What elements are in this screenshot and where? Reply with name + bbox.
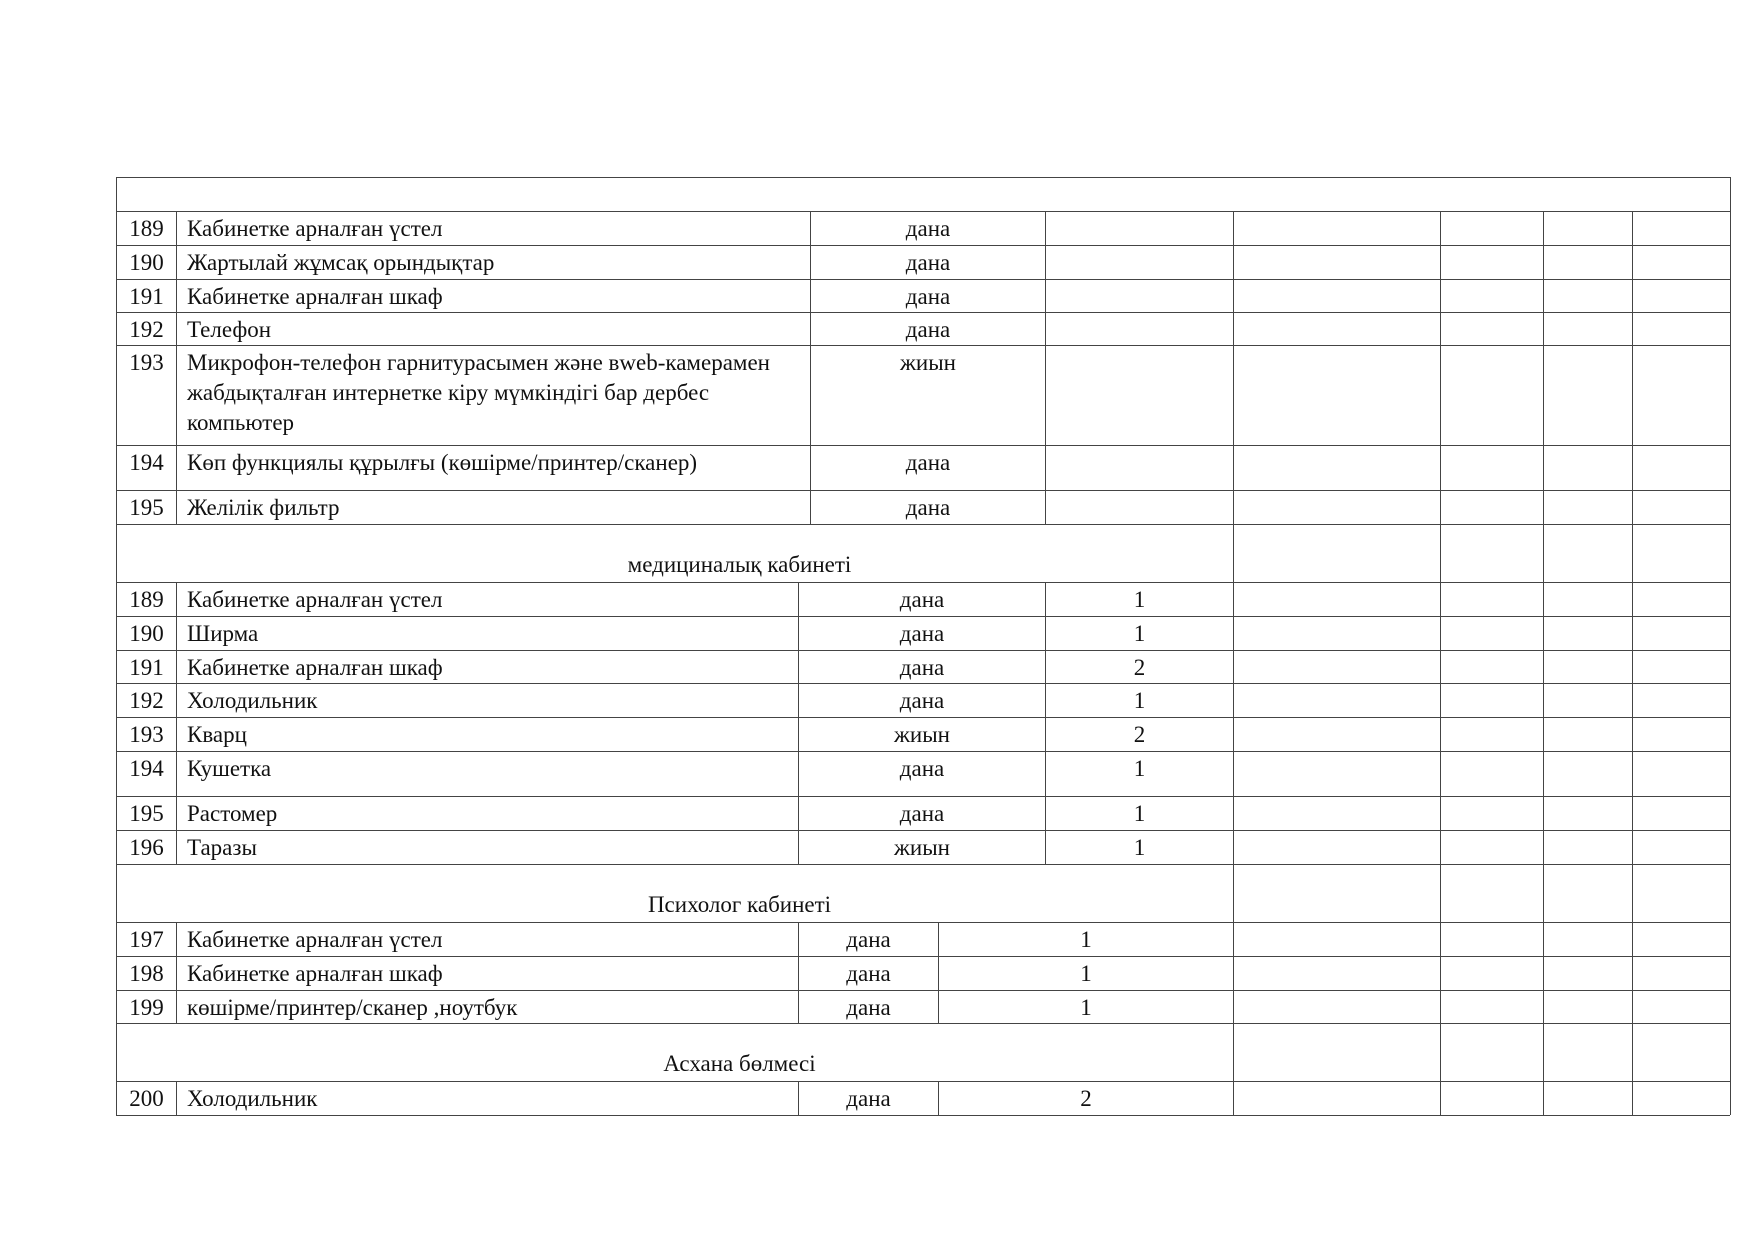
item-name: Кабинетке арналған үстел	[176, 582, 798, 616]
item-quantity: 2	[1045, 650, 1233, 683]
extra-cell	[1632, 524, 1731, 582]
table-bottom-border	[116, 1115, 1730, 1116]
item-name: Микрофон-телефон гарнитурасымен және вweb-камерамен жабдықталған интернетке кіру мүмкіндігі бар дербес компьютер	[176, 345, 810, 445]
item-unit: дана	[798, 616, 1045, 650]
table-row	[116, 582, 1730, 616]
item-quantity: 2	[1045, 717, 1233, 751]
extra-cell	[1632, 751, 1731, 796]
extra-cell	[1632, 683, 1731, 717]
item-quantity	[1045, 245, 1233, 279]
extra-cell	[1233, 245, 1440, 279]
extra-cell	[1233, 717, 1440, 751]
extra-cell	[1440, 211, 1543, 245]
item-unit: дана	[798, 751, 1045, 796]
item-name: Кабинетке арналған шкаф	[176, 650, 798, 683]
extra-cell	[1233, 279, 1440, 312]
extra-cell	[1440, 990, 1543, 1023]
item-name: Ширма	[176, 616, 798, 650]
item-quantity: 1	[1045, 796, 1233, 830]
extra-cell	[1543, 616, 1632, 650]
extra-cell	[1440, 864, 1543, 922]
section-header	[116, 864, 1730, 922]
extra-cell	[1543, 683, 1632, 717]
extra-cell	[1440, 345, 1543, 445]
extra-cell	[1233, 683, 1440, 717]
item-quantity: 1	[1045, 683, 1233, 717]
row-number: 194	[116, 751, 176, 796]
extra-cell	[1233, 582, 1440, 616]
extra-cell	[1543, 922, 1632, 956]
extra-cell	[1632, 245, 1731, 279]
row-number: 197	[116, 922, 176, 956]
extra-cell	[1233, 211, 1440, 245]
extra-cell	[1632, 990, 1731, 1023]
row-number: 192	[116, 312, 176, 345]
table-row	[116, 922, 1730, 956]
extra-cell	[1440, 956, 1543, 990]
extra-cell	[1440, 796, 1543, 830]
extra-cell	[1632, 717, 1731, 751]
item-unit: дана	[810, 279, 1045, 312]
item-name: Растомер	[176, 796, 798, 830]
item-quantity: 1	[938, 956, 1233, 990]
extra-cell	[1632, 345, 1731, 445]
extra-cell	[1440, 717, 1543, 751]
table-row	[116, 211, 1730, 245]
extra-cell	[1233, 445, 1440, 490]
section-header	[116, 1023, 1730, 1081]
table-row	[116, 650, 1730, 683]
extra-cell	[1233, 616, 1440, 650]
extra-cell	[1543, 650, 1632, 683]
table-row	[116, 796, 1730, 830]
row-number: 191	[116, 279, 176, 312]
table-row	[116, 312, 1730, 345]
extra-cell	[1233, 490, 1440, 524]
table-row	[116, 279, 1730, 312]
item-unit: дана	[798, 990, 938, 1023]
item-unit: дана	[798, 956, 938, 990]
table-row	[116, 751, 1730, 796]
row-number: 198	[116, 956, 176, 990]
item-unit: жиын	[810, 345, 1045, 445]
extra-cell	[1632, 490, 1731, 524]
extra-cell	[1440, 582, 1543, 616]
item-name: Холодильник	[176, 1081, 798, 1115]
item-name: көшірме/принтер/сканер ,ноутбук	[176, 990, 798, 1023]
extra-cell	[1543, 990, 1632, 1023]
extra-cell	[1440, 279, 1543, 312]
item-quantity	[1045, 445, 1233, 490]
item-unit: дана	[798, 650, 1045, 683]
extra-cell	[1233, 1081, 1440, 1115]
item-unit: дана	[798, 683, 1045, 717]
extra-cell	[1632, 922, 1731, 956]
item-quantity	[1045, 345, 1233, 445]
extra-cell	[1233, 524, 1440, 582]
extra-cell	[1632, 1081, 1731, 1115]
item-name: Кабинетке арналған шкаф	[176, 956, 798, 990]
extra-cell	[1233, 864, 1440, 922]
extra-cell	[1543, 582, 1632, 616]
extra-cell	[1233, 922, 1440, 956]
extra-cell	[1233, 751, 1440, 796]
extra-cell	[1233, 830, 1440, 864]
extra-cell	[1440, 751, 1543, 796]
table-row	[116, 956, 1730, 990]
extra-cell	[1233, 312, 1440, 345]
item-quantity	[1045, 279, 1233, 312]
table-row	[116, 830, 1730, 864]
item-name: Холодильник	[176, 683, 798, 717]
row-number: 189	[116, 582, 176, 616]
extra-cell	[1543, 956, 1632, 990]
item-name: Кварц	[176, 717, 798, 751]
extra-cell	[1632, 796, 1731, 830]
section-header	[116, 524, 1730, 582]
row-number: 189	[116, 211, 176, 245]
extra-cell	[1632, 582, 1731, 616]
extra-cell	[1632, 211, 1731, 245]
item-unit: дана	[810, 211, 1045, 245]
item-unit: дана	[810, 312, 1045, 345]
extra-cell	[1233, 1023, 1440, 1081]
extra-cell	[1440, 922, 1543, 956]
item-unit: жиын	[798, 717, 1045, 751]
item-quantity	[1045, 211, 1233, 245]
item-quantity: 1	[1045, 830, 1233, 864]
row-number: 191	[116, 650, 176, 683]
item-quantity	[1045, 490, 1233, 524]
section-header	[116, 177, 1730, 211]
section-title-cell	[116, 524, 1233, 582]
item-unit: дана	[810, 445, 1045, 490]
extra-cell	[1543, 796, 1632, 830]
extra-cell	[1543, 751, 1632, 796]
extra-cell	[1440, 312, 1543, 345]
extra-cell	[1543, 830, 1632, 864]
extra-cell	[1543, 445, 1632, 490]
table-row	[116, 345, 1730, 445]
extra-cell	[1632, 312, 1731, 345]
row-number: 190	[116, 616, 176, 650]
section-title: медициналық кабинеті	[627, 552, 852, 577]
row-number: 196	[116, 830, 176, 864]
extra-cell	[1440, 1081, 1543, 1115]
item-quantity: 1	[1045, 616, 1233, 650]
table-row	[116, 990, 1730, 1023]
extra-cell	[1233, 990, 1440, 1023]
extra-cell	[1543, 717, 1632, 751]
extra-cell	[1440, 490, 1543, 524]
item-unit: жиын	[798, 830, 1045, 864]
table-row	[116, 490, 1730, 524]
item-name: Кабинетке арналған шкаф	[176, 279, 810, 312]
item-quantity: 1	[938, 922, 1233, 956]
header-blank-cell	[116, 177, 1731, 211]
row-number: 192	[116, 683, 176, 717]
table-row	[116, 445, 1730, 490]
item-quantity: 1	[1045, 751, 1233, 796]
item-name: Кабинетке арналған үстел	[176, 922, 798, 956]
extra-cell	[1440, 683, 1543, 717]
item-name: Жартылай жұмсақ орындықтар	[176, 245, 810, 279]
extra-cell	[1440, 1023, 1543, 1081]
extra-cell	[1543, 1023, 1632, 1081]
extra-cell	[1440, 445, 1543, 490]
row-number: 195	[116, 796, 176, 830]
item-name: Таразы	[176, 830, 798, 864]
extra-cell	[1543, 279, 1632, 312]
extra-cell	[1632, 616, 1731, 650]
extra-cell	[1632, 1023, 1731, 1081]
equipment-table	[116, 177, 1730, 1115]
extra-cell	[1440, 650, 1543, 683]
extra-cell	[1233, 956, 1440, 990]
row-number: 193	[116, 717, 176, 751]
extra-cell	[1632, 956, 1731, 990]
extra-cell	[1440, 524, 1543, 582]
item-name: Кабинетке арналған үстел	[176, 211, 810, 245]
item-quantity: 1	[938, 990, 1233, 1023]
extra-cell	[1233, 345, 1440, 445]
extra-cell	[1440, 830, 1543, 864]
extra-cell	[1440, 245, 1543, 279]
item-unit: дана	[798, 922, 938, 956]
item-name: Телефон	[176, 312, 810, 345]
section-title: Асхана бөлмесі	[663, 1051, 816, 1076]
item-unit: дана	[810, 245, 1045, 279]
row-number: 194	[116, 445, 176, 490]
table-row	[116, 717, 1730, 751]
table-row	[116, 245, 1730, 279]
extra-cell	[1632, 445, 1731, 490]
extra-cell	[1632, 650, 1731, 683]
extra-cell	[1543, 1081, 1632, 1115]
item-name: Желілік фильтр	[176, 490, 810, 524]
extra-cell	[1543, 490, 1632, 524]
extra-cell	[1543, 312, 1632, 345]
section-title-cell	[116, 1023, 1233, 1081]
extra-cell	[1233, 650, 1440, 683]
section-title: Психолог кабинеті	[647, 892, 832, 917]
item-name: Кушетка	[176, 751, 798, 796]
row-number: 199	[116, 990, 176, 1023]
extra-cell	[1632, 864, 1731, 922]
extra-cell	[1440, 616, 1543, 650]
extra-cell	[1543, 211, 1632, 245]
extra-cell	[1543, 245, 1632, 279]
row-number: 190	[116, 245, 176, 279]
section-title-cell	[116, 864, 1233, 922]
extra-cell	[1632, 830, 1731, 864]
table-row	[116, 616, 1730, 650]
row-number: 195	[116, 490, 176, 524]
item-unit: дана	[798, 796, 1045, 830]
extra-cell	[1543, 524, 1632, 582]
row-number: 200	[116, 1081, 176, 1115]
table-row	[116, 683, 1730, 717]
table-row	[116, 1081, 1730, 1115]
extra-cell	[1233, 796, 1440, 830]
item-quantity	[1045, 312, 1233, 345]
extra-cell	[1632, 279, 1731, 312]
row-number: 193	[116, 345, 176, 445]
item-quantity: 2	[938, 1081, 1233, 1115]
item-unit: дана	[798, 1081, 938, 1115]
item-unit: дана	[798, 582, 1045, 616]
extra-cell	[1543, 864, 1632, 922]
item-name: Көп функциялы құрылғы (көшірме/принтер/сканер)	[176, 445, 810, 490]
item-unit: дана	[810, 490, 1045, 524]
item-quantity: 1	[1045, 582, 1233, 616]
extra-cell	[1543, 345, 1632, 445]
